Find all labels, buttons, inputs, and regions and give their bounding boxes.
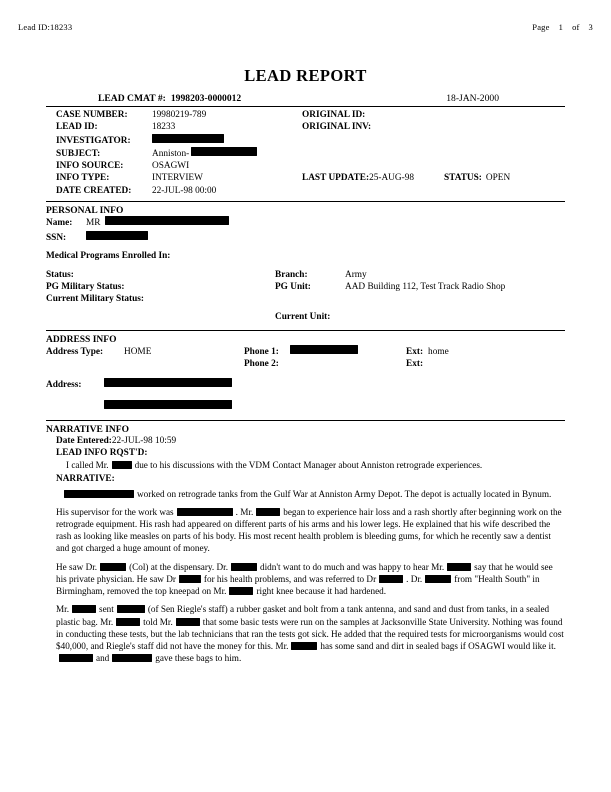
header-page-num: 1 — [558, 22, 564, 32]
header-lead-id-label: Lead ID: — [18, 22, 51, 32]
redaction-investigator — [152, 134, 224, 143]
subject-row — [46, 147, 565, 160]
info-source-value: OSAGWI — [152, 161, 190, 172]
page-header — [18, 22, 593, 32]
status-value: OPEN — [485, 173, 511, 184]
redaction-p4-staff — [117, 605, 145, 613]
header-lead-id — [18, 22, 72, 32]
ssn-label: SSN: — [46, 233, 67, 244]
lead-info-rqstd-label: LEAD INFO RQST'D: — [56, 447, 148, 458]
lead-info-rqstd-sentence-b: due to his discussions with the VDM Contact Manager about Anniston retrograde experiences. — [134, 460, 483, 471]
redaction-p4-mr4 — [291, 642, 317, 650]
original-inv-label: ORIGINAL INV: — [302, 122, 372, 133]
header-page-total: 3 — [588, 22, 593, 32]
phone2-row — [46, 358, 565, 370]
redaction-p3-dr1 — [100, 563, 126, 571]
investigator-label: INVESTIGATOR: — [56, 135, 131, 146]
info-type-value: INTERVIEW — [152, 173, 203, 184]
redaction-p3-mr — [447, 563, 471, 571]
personal-status-label: Status: — [46, 269, 74, 280]
redaction-address-2 — [104, 400, 232, 409]
pg-unit-value: AAD Building 112, Test Track Radio Shop — [345, 281, 506, 292]
redaction-address-1 — [104, 378, 232, 387]
info-source-label: INFO SOURCE: — [56, 161, 124, 172]
date-entered-label: Date Entered: — [56, 435, 112, 446]
current-unit-label: Current Unit: — [275, 312, 331, 323]
narrative-paragraph-3: He saw Dr. (Col) at the dispensary. Dr. didn't want to do much and was happy to hear Mr. say that he would see his private physician. He saw Dr for his health problems, and was referred to Dr . Dr. from "Health South" in Birmingham, removed the top kneepad on Mr. right knee because it had hardened. — [56, 561, 553, 597]
narrative-paragraphs — [56, 488, 565, 665]
status-label: STATUS: — [444, 173, 482, 184]
address-info-section — [46, 331, 565, 412]
address-row-2 — [46, 400, 565, 412]
lead-info-rqstd-row — [46, 447, 565, 459]
address-type-row — [46, 345, 565, 358]
header-page-of: of — [572, 22, 580, 32]
last-update-value: 25-AUG-98 — [369, 173, 415, 184]
redaction-name-inline-1 — [112, 461, 132, 469]
personal-info-heading: PERSONAL INFO — [46, 205, 124, 216]
redaction-p2-name — [256, 508, 280, 516]
narrative-info-heading: NARRATIVE INFO — [46, 424, 129, 435]
current-military-status-label: Current Military Status: — [46, 294, 144, 305]
lead-cmat-label: LEAD CMAT #: — [98, 93, 166, 104]
current-military-status-row — [46, 293, 565, 305]
lead-cmat-row — [46, 92, 565, 106]
info-type-label: INFO TYPE: — [56, 173, 110, 184]
lead-cmat-date: 18-JAN-2000 — [446, 93, 499, 104]
redaction-p4-name1 — [59, 654, 93, 662]
case-number-value: 19980219-789 — [152, 110, 207, 120]
info-type-row — [46, 172, 565, 184]
ext1-label: Ext: — [406, 346, 424, 357]
narrative-label-row — [46, 473, 565, 485]
redaction-p4-name2 — [112, 654, 152, 662]
lead-id-value: 18233 — [152, 122, 176, 133]
pg-unit-label: PG Unit: — [275, 281, 311, 292]
header-page-number — [523, 22, 593, 32]
medical-programs-label: Medical Programs Enrolled In: — [46, 251, 171, 262]
pg-military-status-row — [46, 281, 565, 293]
redaction-phone1 — [290, 345, 358, 354]
address-info-heading: ADDRESS INFO — [46, 334, 117, 345]
redaction-p3-dr2 — [231, 563, 257, 571]
redaction-p3-dr3 — [179, 575, 201, 583]
narrative-label: NARRATIVE: — [56, 474, 115, 485]
medical-programs-row — [46, 250, 565, 262]
lead-info-rqstd-text — [46, 459, 565, 471]
current-unit-row — [46, 311, 565, 323]
status-branch-row — [46, 269, 565, 281]
redaction-p3-dr5 — [425, 575, 451, 583]
last-update-label: LAST UPDATE: — [302, 173, 370, 184]
lead-info-rqstd-sentence-a: I called Mr. — [66, 460, 109, 471]
info-source-row — [46, 160, 565, 172]
case-info-section — [46, 107, 565, 197]
investigator-row — [46, 134, 565, 147]
redaction-p4-mr3 — [176, 618, 200, 626]
date-created-row — [46, 185, 565, 197]
name-row — [46, 216, 565, 229]
address-label: Address: — [46, 380, 82, 391]
redaction-p4-mr2 — [116, 618, 140, 626]
ext1-value: home — [428, 346, 449, 357]
narrative-paragraph-4: Mr. sent (of Sen Riegle's staff) a rubber gasket and bolt from a tank antenna, and sand and dust from tanks, in a sealed plastic bag. Mr. told Mr. that some basic tests were run on the samples at Jacksonville State University. Nothing was found in conducting these tests, but the lab technicians that ran the tests got sick. He added that the required tests for microorganisms would cost $40,000, and Riegle's staff did not have the money for this. Mr. has some sand and dirt in sealed bags if OSAGWI would like it.and gave these bags to him. — [56, 604, 564, 664]
case-number-row — [46, 109, 565, 121]
date-created-value: 22-JUL-98 00:00 — [152, 185, 217, 196]
report-body — [46, 92, 565, 671]
redaction-p3-mr2 — [229, 587, 253, 595]
original-id-label: ORIGINAL ID: — [302, 110, 366, 120]
page-title: LEAD REPORT — [244, 66, 367, 85]
pg-military-status-label: PG Military Status: — [46, 281, 125, 292]
address-type-value: HOME — [124, 346, 152, 357]
date-created-label: DATE CREATED: — [56, 185, 132, 196]
phone1-label: Phone 1: — [244, 346, 279, 357]
narrative-paragraph-2: His supervisor for the work was . Mr. began to experience hair loss and a rash shortly after beginning work on the retrograde equipment. His rash had appeared on different parts of his arms and his lower legs. He explained that his wife described the rash as looking like measles on parts of his body. His most recent health problem is bleeding gums, for which he recently saw a dentist and got charged a huge amount of money. — [56, 506, 562, 554]
narrative-info-section — [46, 421, 565, 665]
ext2-label: Ext: — [406, 358, 424, 369]
branch-label: Branch: — [275, 269, 308, 280]
ssn-row — [46, 231, 565, 244]
address-type-label: Address Type: — [46, 346, 104, 357]
case-number-label: CASE NUMBER: — [56, 110, 128, 120]
redaction-name — [105, 216, 229, 225]
personal-info-section — [46, 202, 565, 324]
redaction-p4-mr1 — [72, 605, 96, 613]
subject-value: Anniston- — [152, 148, 190, 159]
name-value: MR — [86, 217, 101, 228]
lead-cmat-value: 1998203-0000012 — [170, 93, 242, 104]
redaction-p1-name — [64, 490, 134, 498]
phone2-label: Phone 2: — [244, 358, 279, 369]
redaction-p2-supervisor — [177, 508, 233, 516]
date-entered-row — [46, 435, 565, 447]
header-lead-id-value: 18233 — [50, 22, 73, 32]
header-page-label: Page — [532, 22, 550, 32]
subject-label: SUBJECT: — [56, 148, 101, 159]
redaction-p3-dr4 — [379, 575, 403, 583]
date-entered-value: 22-JUL-98 10:59 — [111, 435, 177, 446]
lead-id-label: LEAD ID: — [56, 122, 98, 133]
branch-value: Army — [345, 269, 367, 280]
name-label: Name: — [46, 217, 73, 228]
narrative-paragraph-1: worked on retrograde tanks from the Gulf War at Anniston Army Depot. The depot is actually located in Bynum. — [56, 488, 565, 500]
lead-id-row — [46, 121, 565, 133]
redaction-ssn — [86, 231, 148, 240]
redaction-subject — [191, 147, 257, 156]
address-row — [46, 378, 565, 391]
